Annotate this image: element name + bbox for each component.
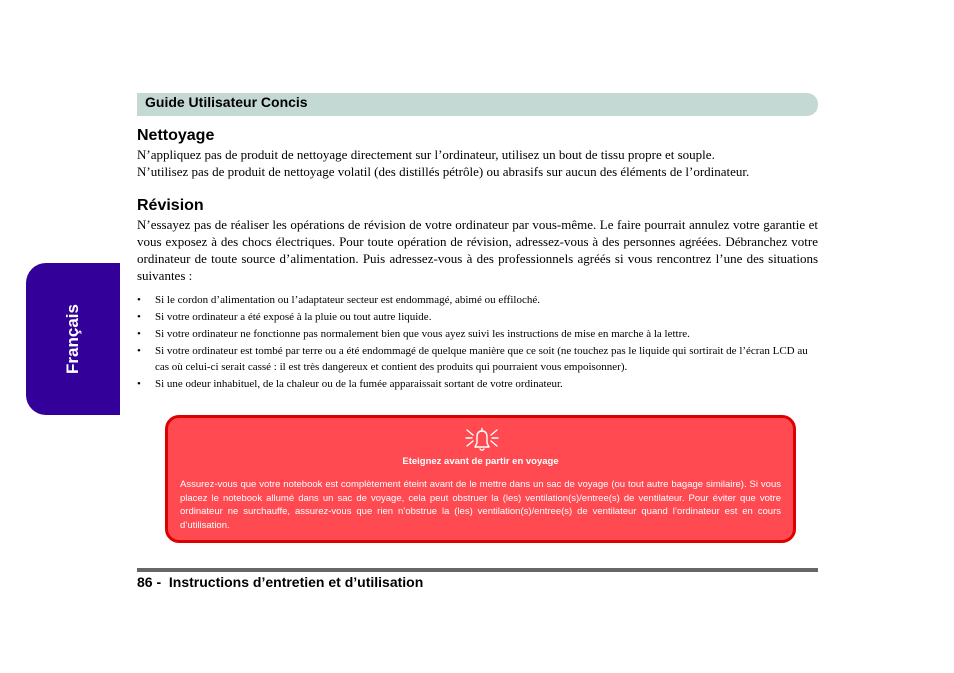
list-item: • Si le cordon d’alimentation ou l’adaptateur secteur est endommagé, abimé ou effiloché. bbox=[137, 293, 818, 309]
cleaning-section bbox=[137, 126, 818, 180]
language-tab-label: Français bbox=[63, 304, 82, 374]
service-heading: Révision bbox=[137, 197, 204, 214]
bullet-icon: • bbox=[137, 345, 141, 357]
footer-rule bbox=[137, 568, 818, 572]
list-item: • Si votre ordinateur ne fonctionne pas normalement bien que vous ayez suivi les instructions de mise en marche à la lettre. bbox=[137, 327, 818, 343]
service-section bbox=[137, 196, 818, 392]
bullet-icon: • bbox=[137, 377, 141, 390]
list-item: • Si votre ordinateur est tombé par terre ou a été endommagé de quelque manière que ce soit (ne touchez pas le liquide qui sortirait de l’écran LCD au cas où celui-ci serait cassé : il est très dangereux et contient des produits qui pourraient vous empoisonner). bbox=[137, 345, 808, 373]
alarm-bell-icon bbox=[465, 426, 499, 452]
bullet-icon: • bbox=[137, 294, 141, 306]
service-bullet-list bbox=[137, 293, 818, 392]
warning-box bbox=[165, 415, 796, 543]
bullet-icon: • bbox=[137, 328, 141, 340]
header-bar bbox=[137, 93, 818, 116]
cleaning-line-2: N’utilisez pas de produit de nettoyage volatil (des distillés pétrôle) ou abrasifs sur aucun des éléments de l’ordinateur. bbox=[137, 164, 750, 179]
header-title: Guide Utilisateur Concis bbox=[145, 94, 308, 110]
footer-page-label: 86 - Instructions d’entretien et d’utilisation bbox=[137, 574, 424, 590]
list-item: • Si une odeur inhabituel, de la chaleur ou de la fumée apparaissait sortant de votre ordinateur. bbox=[137, 377, 818, 393]
language-tab bbox=[26, 263, 120, 415]
cleaning-line-1: N’appliquez pas de produit de nettoyage directement sur l’ordinateur, utilisez un bout de tissu propre et souple. bbox=[137, 147, 715, 162]
main-content bbox=[137, 126, 818, 394]
warning-body: Assurez-vous que votre notebook est complètement éteint avant de le mettre dans un sac de voyage (ou tout autre bagage similaire). Si vous placez le notebook allumé dans un sac de voyage, cela peut obstruer la (les) ventilation(s)/entree(s) de ventilateur. Pour éviter que votre ordinateur ne surchauffe, assurez-vous que rien n’obstrue la (les) ventilation(s)/entree(s) de ventilateur quand l’ordinateur est en cours d’utilisation. bbox=[180, 479, 781, 531]
list-item: • Si votre ordinateur a été exposé à la pluie ou tout autre liquide. bbox=[137, 310, 818, 326]
cleaning-heading: Nettoyage bbox=[137, 127, 215, 144]
service-paragraph: N’essayez pas de réaliser les opérations de révision de votre ordinateur par vous-même. Le faire pourrait annulez votre garantie et vous exposez à des chocs électriques. Pour toute opération de révision, adressez-vous à des personnes agréées. Débranchez votre ordinateur de toute source d’alimentation. Puis adressez-vous à des professionnels agréés si vous rencontrez l’une des situations suivantes : bbox=[137, 217, 818, 283]
bullet-icon: • bbox=[137, 311, 141, 323]
warning-title: Eteignez avant de partir en voyage bbox=[402, 456, 559, 467]
